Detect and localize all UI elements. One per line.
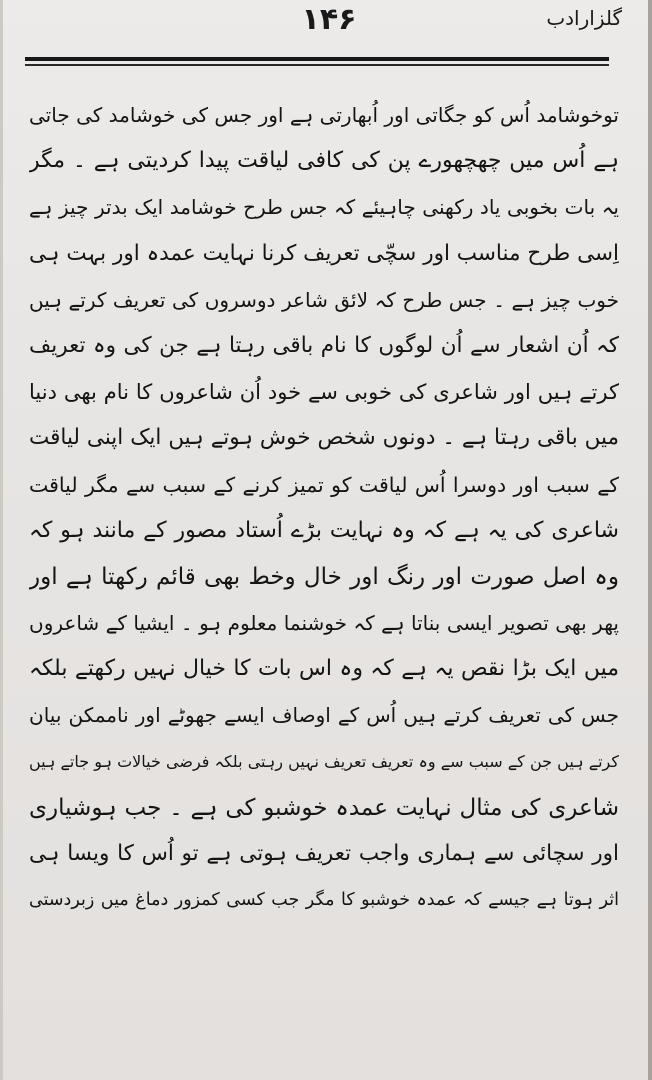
text-line: پھر بھی تصویر ایسی بناتا ہے کہ خوشنما معلوم ہو ۔ ایشیا کے شاعروں [29, 611, 619, 636]
text-line: کے سبب اور دوسرا اُس لیاقت کو تمیز کرنے کے سبب سے مگر لیاقت [29, 472, 619, 497]
text-line: اور سچائی سے ہماری واجب تعریف ہوتی ہے تو اُس کا ویسا ہی [29, 841, 619, 866]
text-line: شاعری کی یہ ہے کہ وہ نہایت بڑے اُستاد مصور کے مانند ہو کہ [29, 517, 619, 543]
header-rule-thick [25, 57, 609, 61]
text-line: میں ایک بڑا نقص یہ ہے کہ وہ اس بات کا خیال نہیں رکھتے بلکہ [29, 656, 619, 682]
header-rule-thin [25, 64, 609, 66]
text-line: میں باقی رہتا ہے ۔ دونوں شخص خوش ہوتے ہیں ایک اپنی لیاقت [29, 425, 619, 451]
text-line: ہے اُس میں چھچھورے پن کی کافی لیاقت پیدا کردیتی ہے ۔ مگر [29, 148, 619, 174]
text-line: اِسی طرح مناسب اور سچّی تعریف کرنا نہایت عمدہ اور بہت ہی [29, 240, 619, 266]
text-line: کرتے ہیں جن کے سبب سے وہ تعریف تعریف نہیں رہتی بلکہ فرضی خیالات ہو جاتے ہیں [29, 751, 619, 771]
body-text [29, 92, 619, 923]
text-line: کرتے ہیں اور شاعری کی خوبی سے خود اُن شاعروں کا نام بھی دنیا [29, 380, 619, 405]
text-line: وہ اصل صورت اور رنگ اور خال وخط بھی قائم رکھتا ہے اور [29, 563, 619, 590]
text-line: توخوشامد اُس کو جگاتی اور اُبھارتی ہے اور جس کی خوشامد کی جاتی [29, 103, 619, 127]
text-line: جس کی تعریف کرتے ہیں اُس کے اوصاف ایسے جھوٹے اور ناممکن بیان [29, 703, 619, 728]
page-number: ۱۴۶ [301, 2, 357, 37]
running-head-title: گلزارادب [546, 6, 622, 30]
text-line: کہ اُن اشعار سے اُن لوگوں کا نام باقی رہتا ہے جن کی وہ تعریف [29, 332, 619, 358]
text-line: اثر ہوتا ہے جیسے کہ عمدہ خوشبو کا مگر جب کسی کمزور دماغ میں زبردستی [29, 890, 619, 911]
text-line: یہ بات بخوبی یاد رکھنی چاہیئے کہ جس طرح خوشامد ایک بدتر چیز ہے [29, 195, 619, 220]
text-line: خوب چیز ہے ۔ جس طرح کہ لائق شاعر دوسروں کی تعریف کرتے ہیں [29, 287, 619, 312]
text-line: شاعری کی مثال نہایت عمدہ خوشبو کی ہے ۔ جب ہوشیاری [29, 794, 619, 821]
